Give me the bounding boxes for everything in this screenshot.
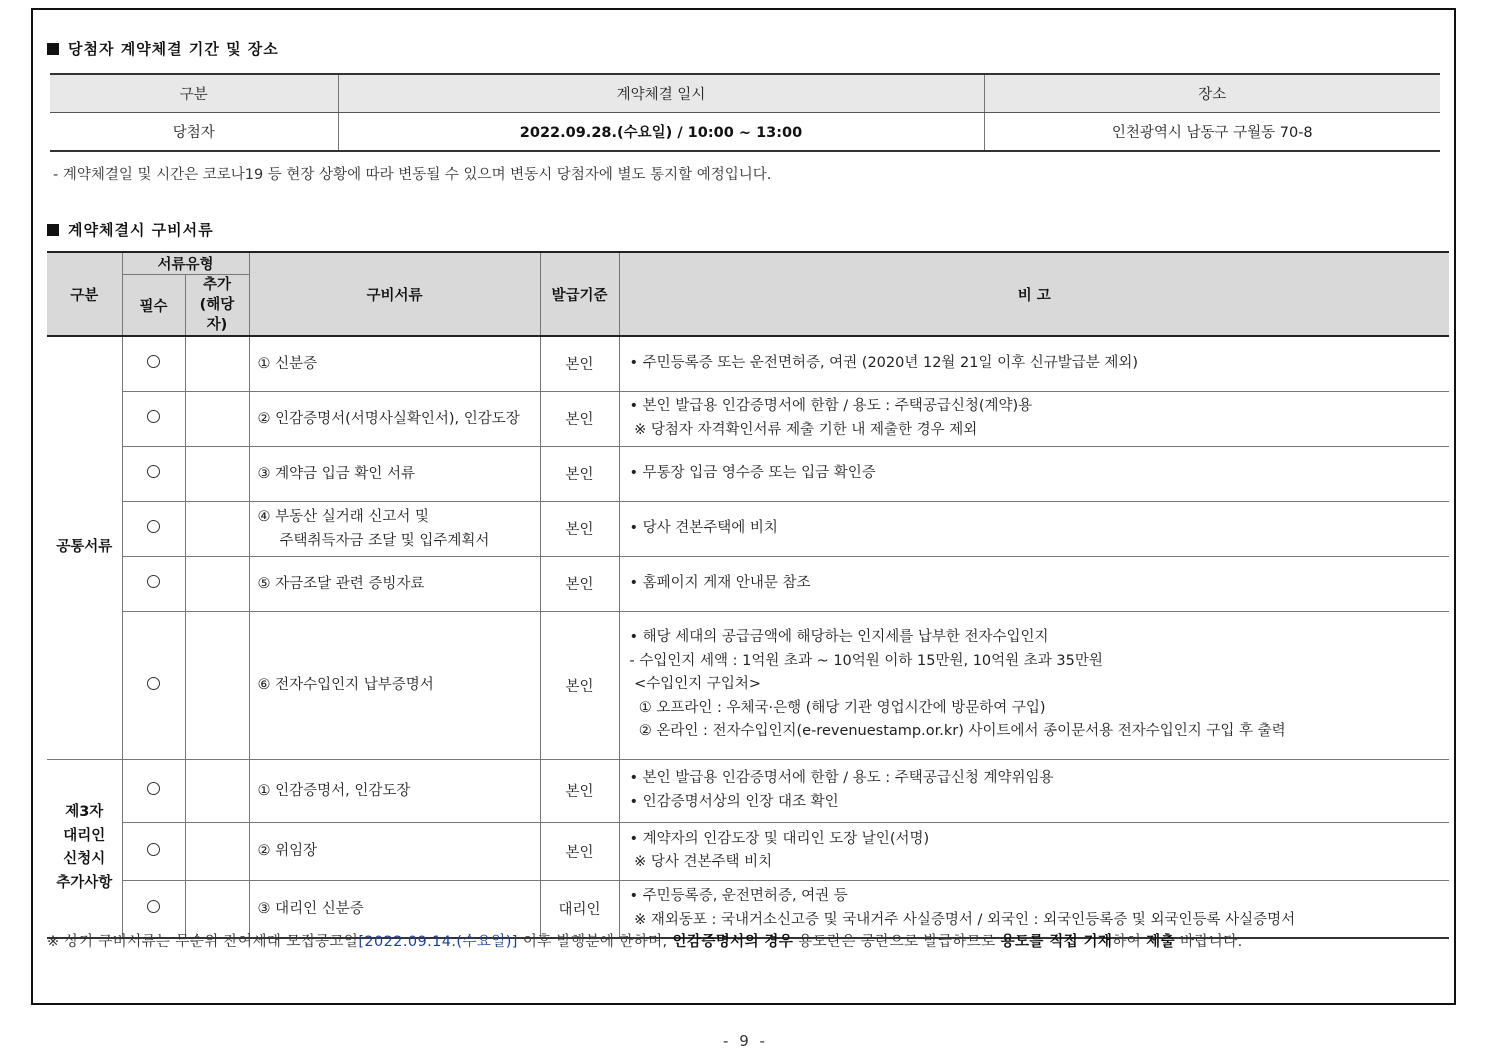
additional-mark bbox=[185, 501, 249, 556]
issuer: 본인 bbox=[540, 822, 619, 880]
header-required: 필수 bbox=[122, 275, 185, 337]
document-name: ② 위임장 bbox=[249, 822, 540, 880]
header-place: 장소 bbox=[984, 74, 1440, 113]
square-bullet-icon bbox=[47, 224, 59, 236]
circle-mark-icon bbox=[147, 900, 160, 913]
issuer: 본인 bbox=[540, 556, 619, 611]
additional-mark bbox=[185, 446, 249, 501]
circle-mark-icon bbox=[147, 843, 160, 856]
table-row bbox=[47, 556, 1449, 611]
document-name: ⑤ 자금조달 관련 증빙자료 bbox=[249, 556, 540, 611]
issuer: 본인 bbox=[540, 501, 619, 556]
table-row bbox=[47, 391, 1449, 446]
required-documents-table bbox=[47, 251, 1449, 939]
header-category: 구분 bbox=[47, 252, 122, 336]
issuer: 본인 bbox=[540, 391, 619, 446]
document-name: ③ 대리인 신분증 bbox=[249, 880, 540, 938]
additional-mark bbox=[185, 759, 249, 822]
circle-mark-icon bbox=[147, 410, 160, 423]
document-name: ① 신분증 bbox=[249, 336, 540, 391]
section-title-contract-period: 당첨자 계약체결 기간 및 장소 bbox=[47, 38, 279, 59]
remarks: • 주민등록증 또는 운전면허증, 여권 (2020년 12월 21일 이후 신규발급분 제외) bbox=[619, 336, 1449, 391]
remarks: • 해당 세대의 공급금액에 해당하는 인지세를 납부한 전자수입인지 - 수입인지 세액 : 1억원 초과 ~ 10억원 이하 15만원, 10억원 초과 35만원 <수입인지 구입처> ① 오프라인 : 우체국·은행 (해당 기관 영업시간에 방문하여 구입) ② 온라인 : 전자수입인지(e-revenuestamp.or.kr) 사이트에서 종이문서용 전자수입인지 구입 후 출력 bbox=[619, 611, 1449, 759]
required-mark bbox=[122, 556, 185, 611]
document-name: ⑥ 전자수입인지 납부증명서 bbox=[249, 611, 540, 759]
table-row bbox=[47, 611, 1449, 759]
header-remarks: 비 고 bbox=[619, 252, 1449, 336]
table-row bbox=[47, 501, 1449, 556]
table-header-row bbox=[47, 252, 1449, 275]
document-name: ④ 부동산 실거래 신고서 및 주택취득자금 조달 및 입주계획서 bbox=[249, 501, 540, 556]
remarks: • 홈페이지 게재 안내문 참조 bbox=[619, 556, 1449, 611]
page-number: - 9 - bbox=[723, 1032, 768, 1050]
required-mark bbox=[122, 759, 185, 822]
header-issuer: 발급기준 bbox=[540, 252, 619, 336]
required-mark bbox=[122, 446, 185, 501]
table-header-row bbox=[50, 74, 1440, 113]
circle-mark-icon bbox=[147, 520, 160, 533]
document-name: ① 인감증명서, 인감도장 bbox=[249, 759, 540, 822]
table-row bbox=[47, 336, 1449, 391]
header-additional: 추가 (해당자) bbox=[185, 275, 249, 337]
issuer: 대리인 bbox=[540, 880, 619, 938]
schedule-note: - 계약체결일 및 시간은 코로나19 등 현장 상황에 따라 변동될 수 있으며 변동시 당첨자에 별도 통지할 예정입니다. bbox=[53, 167, 772, 183]
table-row bbox=[47, 822, 1449, 880]
row-place: 인천광역시 남동구 구월동 70-8 bbox=[984, 113, 1440, 152]
issuer: 본인 bbox=[540, 446, 619, 501]
remarks: • 당사 견본주택에 비치 bbox=[619, 501, 1449, 556]
header-datetime: 계약체결 일시 bbox=[338, 74, 984, 113]
remarks: • 본인 발급용 인감증명서에 한함 / 용도 : 주택공급신청 계약위임용 • 인감증명서상의 인장 대조 확인 bbox=[619, 759, 1449, 822]
additional-mark bbox=[185, 336, 249, 391]
remarks: • 계약자의 인감도장 및 대리인 도장 날인(서명) ※ 당사 견본주택 비치 bbox=[619, 822, 1449, 880]
contract-schedule-table bbox=[50, 73, 1440, 152]
required-mark bbox=[122, 391, 185, 446]
required-mark bbox=[122, 501, 185, 556]
issuer: 본인 bbox=[540, 611, 619, 759]
required-mark bbox=[122, 611, 185, 759]
header-category: 구분 bbox=[50, 74, 338, 113]
issuer: 본인 bbox=[540, 759, 619, 822]
circle-mark-icon bbox=[147, 677, 160, 690]
additional-mark bbox=[185, 822, 249, 880]
row-category: 당첨자 bbox=[50, 113, 338, 152]
table-row bbox=[47, 759, 1449, 822]
additional-mark bbox=[185, 391, 249, 446]
section-title-documents: 계약체결시 구비서류 bbox=[47, 219, 214, 240]
group-label: 공통서류 bbox=[47, 336, 122, 759]
circle-mark-icon bbox=[147, 782, 160, 795]
header-documents: 구비서류 bbox=[249, 252, 540, 336]
table-row bbox=[50, 113, 1440, 152]
row-datetime: 2022.09.28.(수요일) / 10:00 ~ 13:00 bbox=[338, 113, 984, 152]
additional-mark bbox=[185, 611, 249, 759]
required-mark bbox=[122, 822, 185, 880]
table-row bbox=[47, 446, 1449, 501]
circle-mark-icon bbox=[147, 355, 160, 368]
header-doc-type: 서류유형 bbox=[122, 252, 249, 275]
issuer: 본인 bbox=[540, 336, 619, 391]
remarks: • 주민등록증, 운전면허증, 여권 등 ※ 재외동포 : 국내거소신고증 및 국내거주 사실증명서 / 외국인 : 외국인등록증 및 외국인등록 사실증명서 bbox=[619, 880, 1449, 938]
required-mark bbox=[122, 336, 185, 391]
additional-mark bbox=[185, 556, 249, 611]
remarks: • 본인 발급용 인감증명서에 한함 / 용도 : 주택공급신청(계약)용 ※ 당첨자 자격확인서류 제출 기한 내 제출한 경우 제외 bbox=[619, 391, 1449, 446]
footer-note: ※ 상기 구비서류는 무순위 잔여세대 모집공고일[2022.09.14.(수요일)] 이후 발행분에 한하며, 인감증명서의 경우 용도란은 공란으로 발급하므로 용도를 직접 기재하여 제출 바랍니다. bbox=[47, 934, 1243, 950]
document-name: ② 인감증명서(서명사실확인서), 인감도장 bbox=[249, 391, 540, 446]
circle-mark-icon bbox=[147, 575, 160, 588]
document-name: ③ 계약금 입금 확인 서류 bbox=[249, 446, 540, 501]
group-label: 제3자 대리인 신청시 추가사항 bbox=[47, 759, 122, 938]
remarks: • 무통장 입금 영수증 또는 입금 확인증 bbox=[619, 446, 1449, 501]
circle-mark-icon bbox=[147, 465, 160, 478]
square-bullet-icon bbox=[47, 43, 59, 55]
